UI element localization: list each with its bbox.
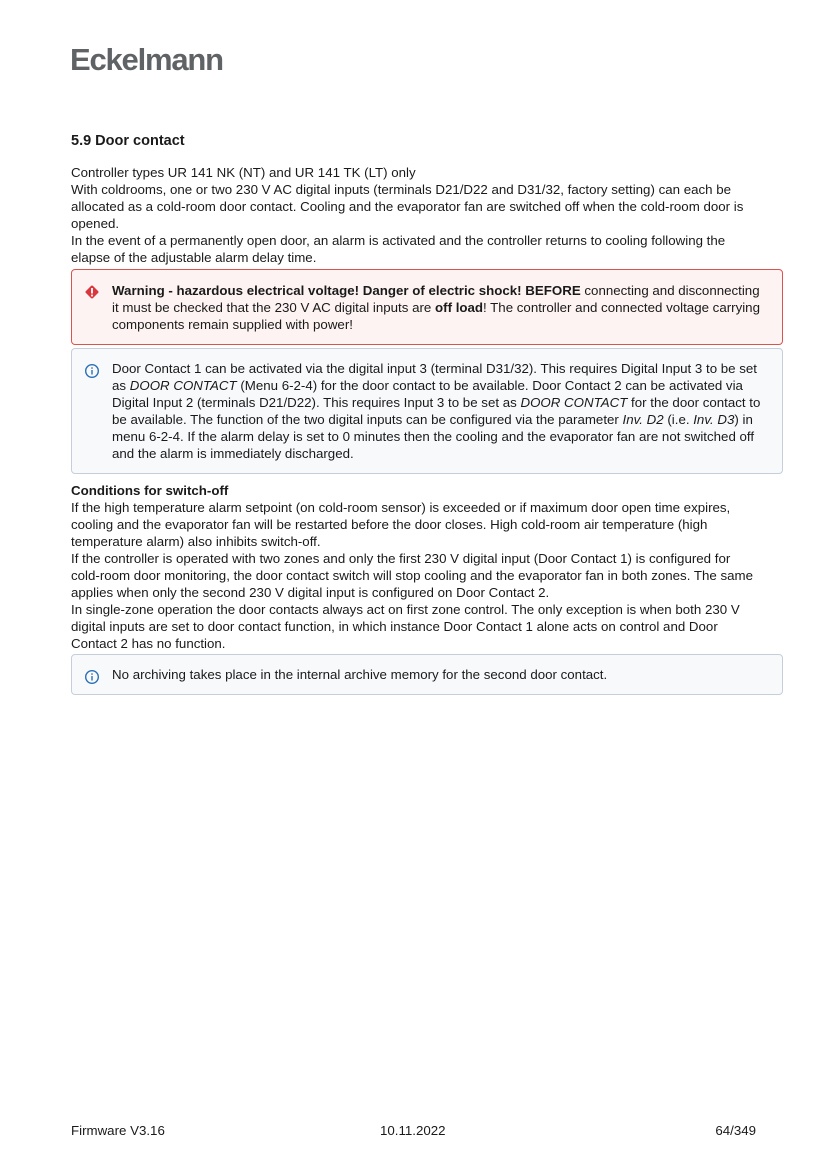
info-box	[71, 348, 783, 474]
info-italic: DOOR CONTACT	[520, 395, 628, 410]
info-box-archive	[71, 654, 783, 695]
intro-paragraph: In the event of a permanently open door, an alarm is activated and the controller returns to cooling following the elapse of the adjustable alarm delay time.	[71, 233, 726, 265]
warning-text	[112, 282, 768, 333]
footer-page-number: 64/349	[715, 1123, 756, 1138]
conditions-paragraph: If the controller is operated with two zones and only the first 230 V digital input (Door Contact 1) is configured for cold-room door monitoring, the door contact switch will stop cooling and the evaporator fan in both zones. The same applies when only the second 230 V digital input is configured on Door Contact 2.	[71, 551, 753, 600]
eckelmann-logo: Eckelmann	[70, 42, 223, 77]
info-italic: DOOR CONTACT	[129, 378, 237, 393]
warning-text-part: connecting and disconnecting it must be checked that the 230 V AC digital inputs are	[112, 283, 760, 315]
conditions-section	[71, 482, 757, 652]
intro-paragraph: With coldrooms, one or two 230 V AC digital inputs (terminals D21/D22 and D31/32, factory setting) can each be allocated as a cold-room door contact. Cooling and the evaporator fan are switched off when the cold-room door is opened.	[71, 182, 744, 231]
footer-date: 10.11.2022	[380, 1123, 446, 1138]
section-title: 5.9 Door contact	[71, 133, 185, 149]
warning-diamond-icon	[84, 284, 100, 300]
info-italic: Inv. D2	[622, 412, 664, 427]
conditions-heading: Conditions for switch-off	[71, 483, 229, 498]
info-icon	[84, 669, 100, 685]
info-text-part: (Menu 6-2-4) for the door contact to be available. Door Contact 2 can be activated via Digital Input 2 (terminals D21/D22). This requires Input 3 to be set as	[112, 378, 743, 410]
warning-box	[71, 269, 783, 345]
info-text-part: ) in menu 6-2-4. If the alarm delay is set to 0 minutes then the cooling and the evaporator fan are not switched off and the alarm is immediately discharged.	[112, 412, 755, 461]
intro-text	[71, 164, 757, 266]
info-text-part: Door Contact 1 can be activated via the digital input 3 (terminal D31/32). This requires Digital Input 3 to be set as	[112, 361, 758, 393]
conditions-paragraph: In single-zone operation the door contacts always act on first zone control. The only exception is when both 230 V digital inputs are set to door contact function, in which instance Door Contact 1 alone acts on control and Door Contact 2 has no function.	[71, 602, 740, 651]
info-icon	[84, 363, 100, 379]
intro-paragraph: Controller types UR 141 NK (NT) and UR 141 TK (LT) only	[71, 165, 416, 180]
info-text	[112, 360, 768, 462]
info-text: No archiving takes place in the internal archive memory for the second door contact.	[112, 667, 608, 682]
warning-bold: Warning - hazardous electrical voltage! Danger of electric shock! BEFORE	[112, 283, 581, 298]
info-text-part: for the door contact to be available. The function of the two digital inputs can be configured via the parameter	[112, 395, 761, 427]
conditions-paragraph: If the high temperature alarm setpoint (on cold-room sensor) is exceeded or if maximum door open time expires, cooling and the evaporator fan will be restarted before the door closes. High cold-room air temperature (high temperature alarm) also inhibits switch-off.	[71, 500, 731, 549]
info-text-part: (i.e.	[663, 412, 694, 427]
warning-bold: off load	[435, 300, 484, 315]
info-italic: Inv. D3	[693, 412, 735, 427]
warning-text-part: ! The controller and connected voltage carrying components remain supplied with power!	[112, 300, 760, 332]
footer-firmware: Firmware V3.16	[71, 1123, 165, 1138]
